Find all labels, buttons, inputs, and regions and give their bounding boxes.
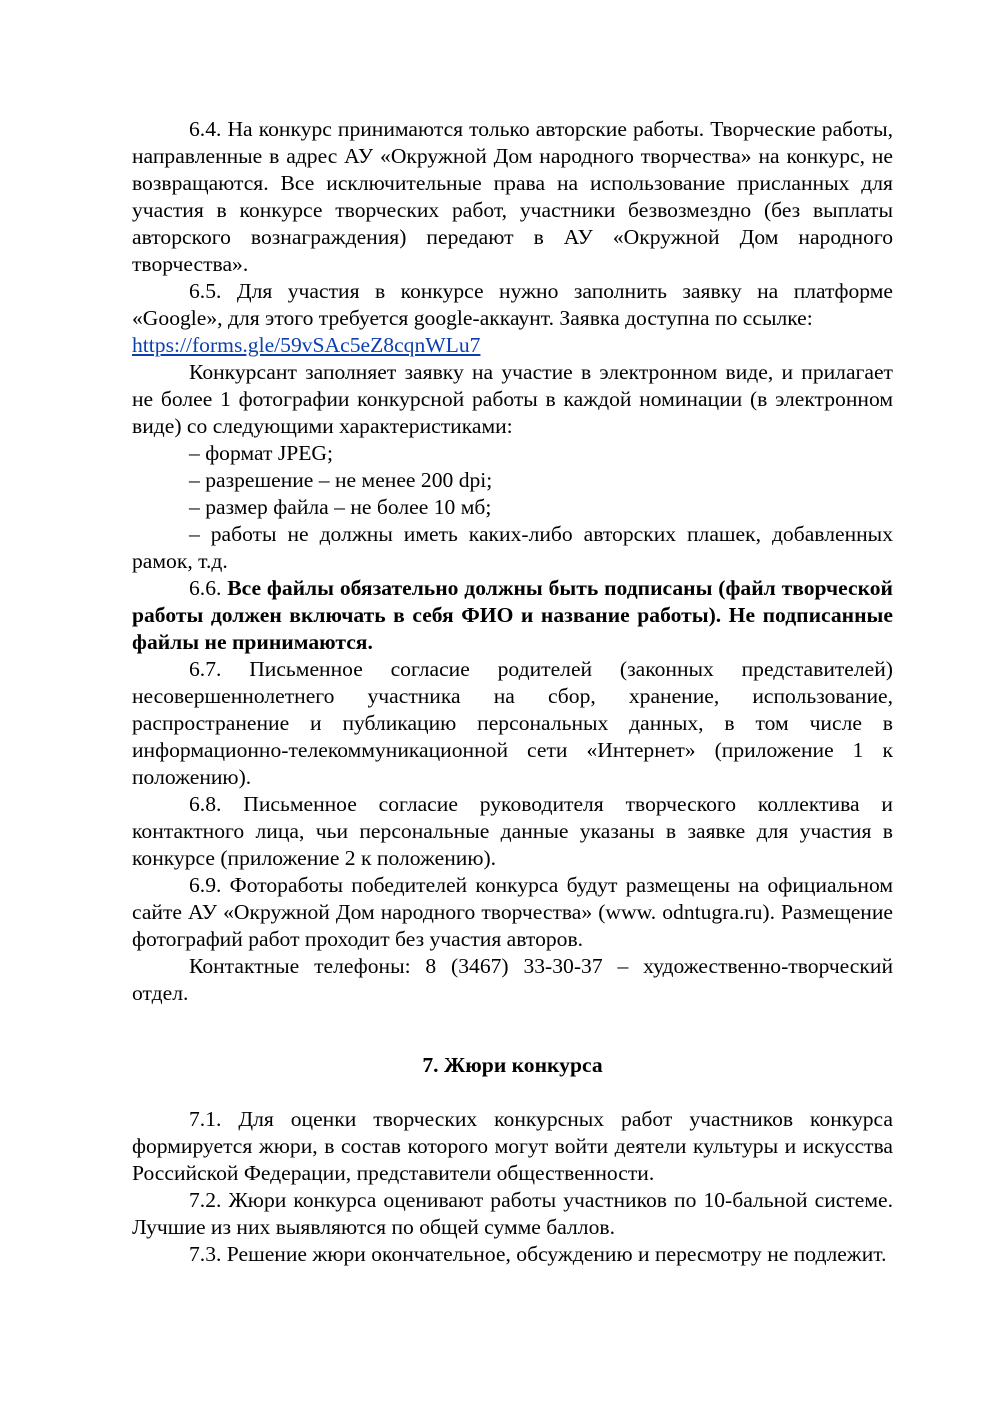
paragraph-6-9: 6.9. Фотоработы победителей конкурса будут размещены на официальном сайте АУ «Окружной Дом народного творчества» (www. odntugra.ru). Размещение фотографий работ проходит без участия авторов.: [132, 873, 893, 951]
spacer: [132, 1007, 893, 1034]
paragraph-6-7: 6.7. Письменное согласие родителей (законных представителей) несовершеннолетнего участника на сбор, хранение, использование, распространение и публикацию персональных данных, в том числе в информационно-телекоммуникационной сети «Интернет» (приложение 1 к положению).: [132, 657, 893, 789]
paragraph-6-6: [132, 575, 893, 656]
section-7-heading: 7. Жюри конкурса: [422, 1053, 603, 1077]
document-page: [132, 116, 893, 1268]
paragraph-contacts: Контактные телефоны: 8 (3467) 33-30-37 – художественно-творческий отдел.: [132, 954, 893, 1005]
paragraph-6-6-bold-text: Все файлы обязательно должны быть подписаны (файл творческой работы должен включать в себя ФИО и название работы). Не подписанные файлы не принимаются.: [132, 576, 893, 654]
application-form-link[interactable]: https://forms.gle/59vSAc5eZ8cqnWLu7: [132, 333, 481, 357]
paragraph-6-5: [132, 278, 893, 332]
paragraph-6-5-link-line: [132, 332, 893, 359]
spacer: [132, 1034, 893, 1052]
spacer: [132, 1079, 893, 1106]
paragraph-6-8: 6.8. Письменное согласие руководителя творческого коллектива и контактного лица, чьи персональные данные указаны в заявке для участия в конкурсе (приложение 2 к положению).: [132, 792, 893, 870]
list-item-file-size: – размер файла – не более 10 мб;: [189, 495, 492, 519]
list-item-format: – формат JPEG;: [189, 441, 334, 465]
paragraph-6-6-number: 6.6.: [189, 576, 222, 600]
list-item-resolution: – разрешение – не менее 200 dpi;: [189, 468, 493, 492]
list-item-no-frames: – работы не должны иметь каких-либо авторских плашек, добавленных рамок, т.д.: [132, 522, 893, 573]
paragraph-6-4: 6.4. На конкурс принимаются только авторские работы. Творческие работы, направленные в адрес АУ «Окружной Дом народного творчества» на конкурс, не возвращаются. Все исключительные права на использование присланных для участия в конкурсе творческих работ, участники безвозмездно (без выплаты авторского вознаграждения) передают в АУ «Окружной Дом народного творчества».: [132, 117, 893, 276]
paragraph-contestant: Конкурсант заполняет заявку на участие в электронном виде, и прилагает не более 1 фотографии конкурсной работы в каждой номинации (в электронном виде) со следующими характеристиками:: [132, 360, 893, 438]
paragraph-6-5-text: 6.5. Для участия в конкурсе нужно заполнить заявку на платформе «Google», для этого требуется google-аккаунт. Заявка доступна по ссылке:: [132, 279, 893, 330]
paragraph-7-2: 7.2. Жюри конкурса оценивают работы участников по 10-бальной системе. Лучшие из них выявляются по общей сумме баллов.: [132, 1188, 893, 1239]
paragraph-7-3: 7.3. Решение жюри окончательное, обсуждению и пересмотру не подлежит.: [189, 1242, 887, 1266]
paragraph-7-1: 7.1. Для оценки творческих конкурсных работ участников конкурса формируется жюри, в состав которого могут войти деятели культуры и искусства Российской Федерации, представители общественности.: [132, 1107, 893, 1185]
